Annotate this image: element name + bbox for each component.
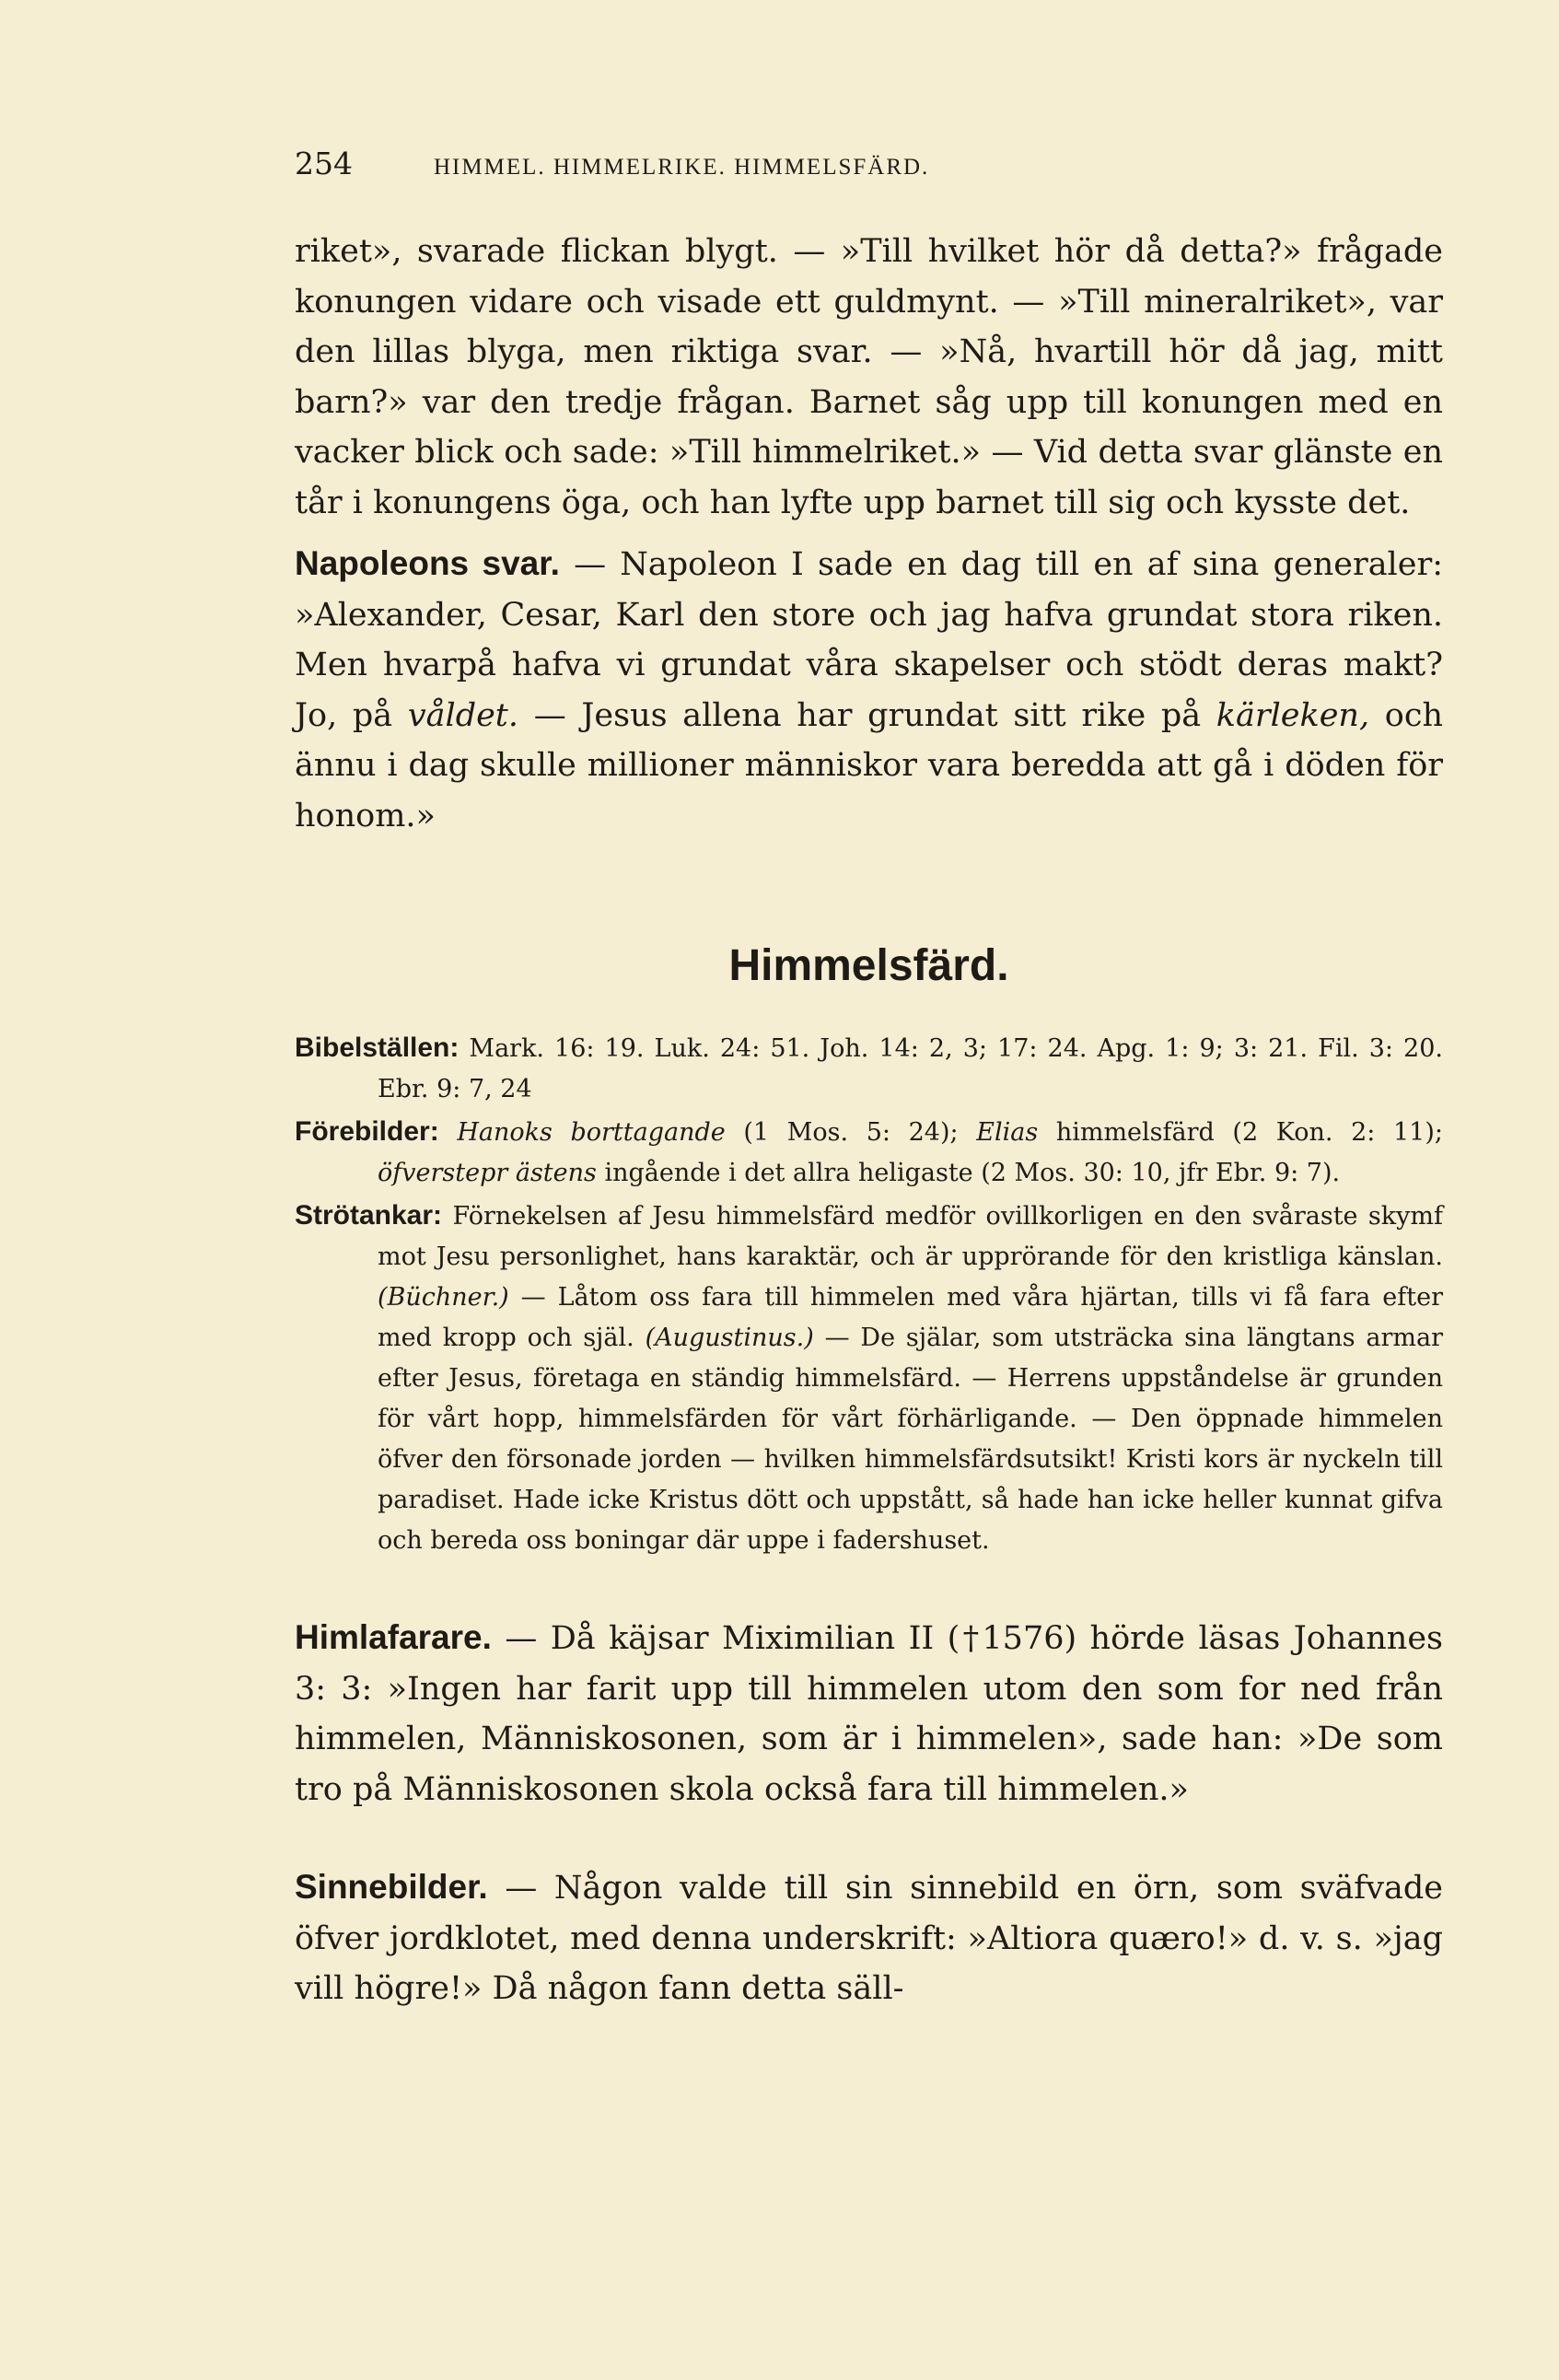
text: himmelsfärd (2 Kon. 2: 11); [1038, 1118, 1443, 1147]
emphasis: (Augustinus.) [645, 1324, 814, 1352]
label-strotankar: Strötankar: [295, 1200, 443, 1231]
paragraph-himlafarare [295, 1613, 1443, 1814]
text: — Napoleon I sade en dag till en af sina generaler: »Alexander, Cesar, Karl den store och jag hafva grundat stora riken. Men hvarpå hafva vi grundat våra skapelser och stödt deras makt? Jo, på [295, 546, 1443, 734]
lead-napoleon: Napoleons svar. [295, 544, 560, 582]
text: — Jesus allena har grundat sitt rike på [518, 696, 1216, 734]
paragraph-continuation: riket», svarade flickan blygt. — »Till hvilket hör då detta?» frågade konungen vidare och visade ett guldmynt. — »Till mineralriket», var den lillas blyga, men riktiga svar. — »Nå, hvartill hör då jag, mitt barn?» var den tredje frågan. Barnet såg upp till konungen med en vacker blick och sade: »Till himmelriket.» — Vid detta svar glänste en tår i konungens öga, och han lyfte upp barnet till sig och kysste det. [295, 233, 1443, 521]
text: — Någon valde till sin sinnebild en örn, som sväfvade öfver jordklotet, med denna underskrift: »Altiora quæro!» d. v. s. »jag vill högre!» Då någon fann detta säll- [295, 1870, 1443, 2007]
lead-himlafarare: Himlafarare. [295, 1618, 492, 1656]
emphasis: Elias [976, 1118, 1039, 1147]
lead-sinnebilder: Sinnebilder. [295, 1868, 488, 1906]
label-bibelstallen: Bibelställen: [295, 1032, 460, 1063]
emphasis: öfverstepr ästens [378, 1159, 597, 1187]
emphasis: (Büchner.) [378, 1283, 509, 1312]
page-header [295, 146, 1443, 201]
entry-strotankar [295, 1196, 1443, 1561]
text: Mark. 16: 19. Luk. 24: 51. Joh. 14: 2, 3; 17: 24. Apg. 1: 9; 3: 21. Fil. 3: 20. Ebr. 9: 7, 24 [378, 1034, 1443, 1103]
text: — De själar, som utsträcka sina längtans armar efter Jesus, företaga en ständig himmelsfärd. — Herrens uppståndelse är grunden för vårt hopp, himmelsfärden för vårt förhärligande. — Den öppnade himmelen öfver den försonade jorden — hvilken himmelsfärdsutsikt! Kristi kors är nyckeln till paradiset. Hade icke Kristus dött och uppstått, så hade han icke heller kunnat gifva och bereda oss boningar där uppe i fadershuset. [378, 1324, 1444, 1555]
emphasis: kärleken, [1216, 696, 1370, 734]
entry-forebilder [295, 1112, 1443, 1194]
emphasis: Hanoks borttagande [457, 1118, 726, 1147]
section-title: Himmelsfärd. [728, 941, 1009, 990]
text: ingående i det allra heligaste (2 Mos. 30: 10, jfr Ebr. 9: 7). [596, 1159, 1341, 1187]
text: Förnekelsen af Jesu himmelsfärd medför ovillkorligen en den svåraste skymf mot Jesu personlighet, hans karaktär, och är upprörande för den kristliga känslan. [378, 1202, 1443, 1271]
emphasis: våldet. [407, 696, 519, 734]
page-number: 254 [295, 146, 353, 181]
text: — Låtom oss fara till himmelen med våra hjärtan, tills vi få fara efter med kropp och själ. [378, 1283, 1443, 1352]
text: — Då käjsar Miximilian II (†1576) hörde läsas Johannes 3: 3: »Ingen har farit upp till himmelen utom den som for ned från himmelen, Människosonen, som är i himmelen», sade han: »De som tro på Människosonen skola också fara till himmelen.» [295, 1620, 1443, 1808]
paragraph-napoleon [295, 539, 1443, 841]
label-forebilder: Förebilder: [295, 1116, 439, 1147]
entry-bibelstallen [295, 1028, 1443, 1110]
running-title: HIMMEL. HIMMELRIKE. HIMMELSFÄRD. [434, 155, 930, 180]
paragraph-sinnebilder [295, 1862, 1443, 2014]
text: och ännu i dag skulle millioner människor vara beredda att gå i döden för honom.» [295, 696, 1444, 834]
reference-block [295, 1028, 1443, 1561]
text: (1 Mos. 5: 24); [725, 1118, 977, 1147]
